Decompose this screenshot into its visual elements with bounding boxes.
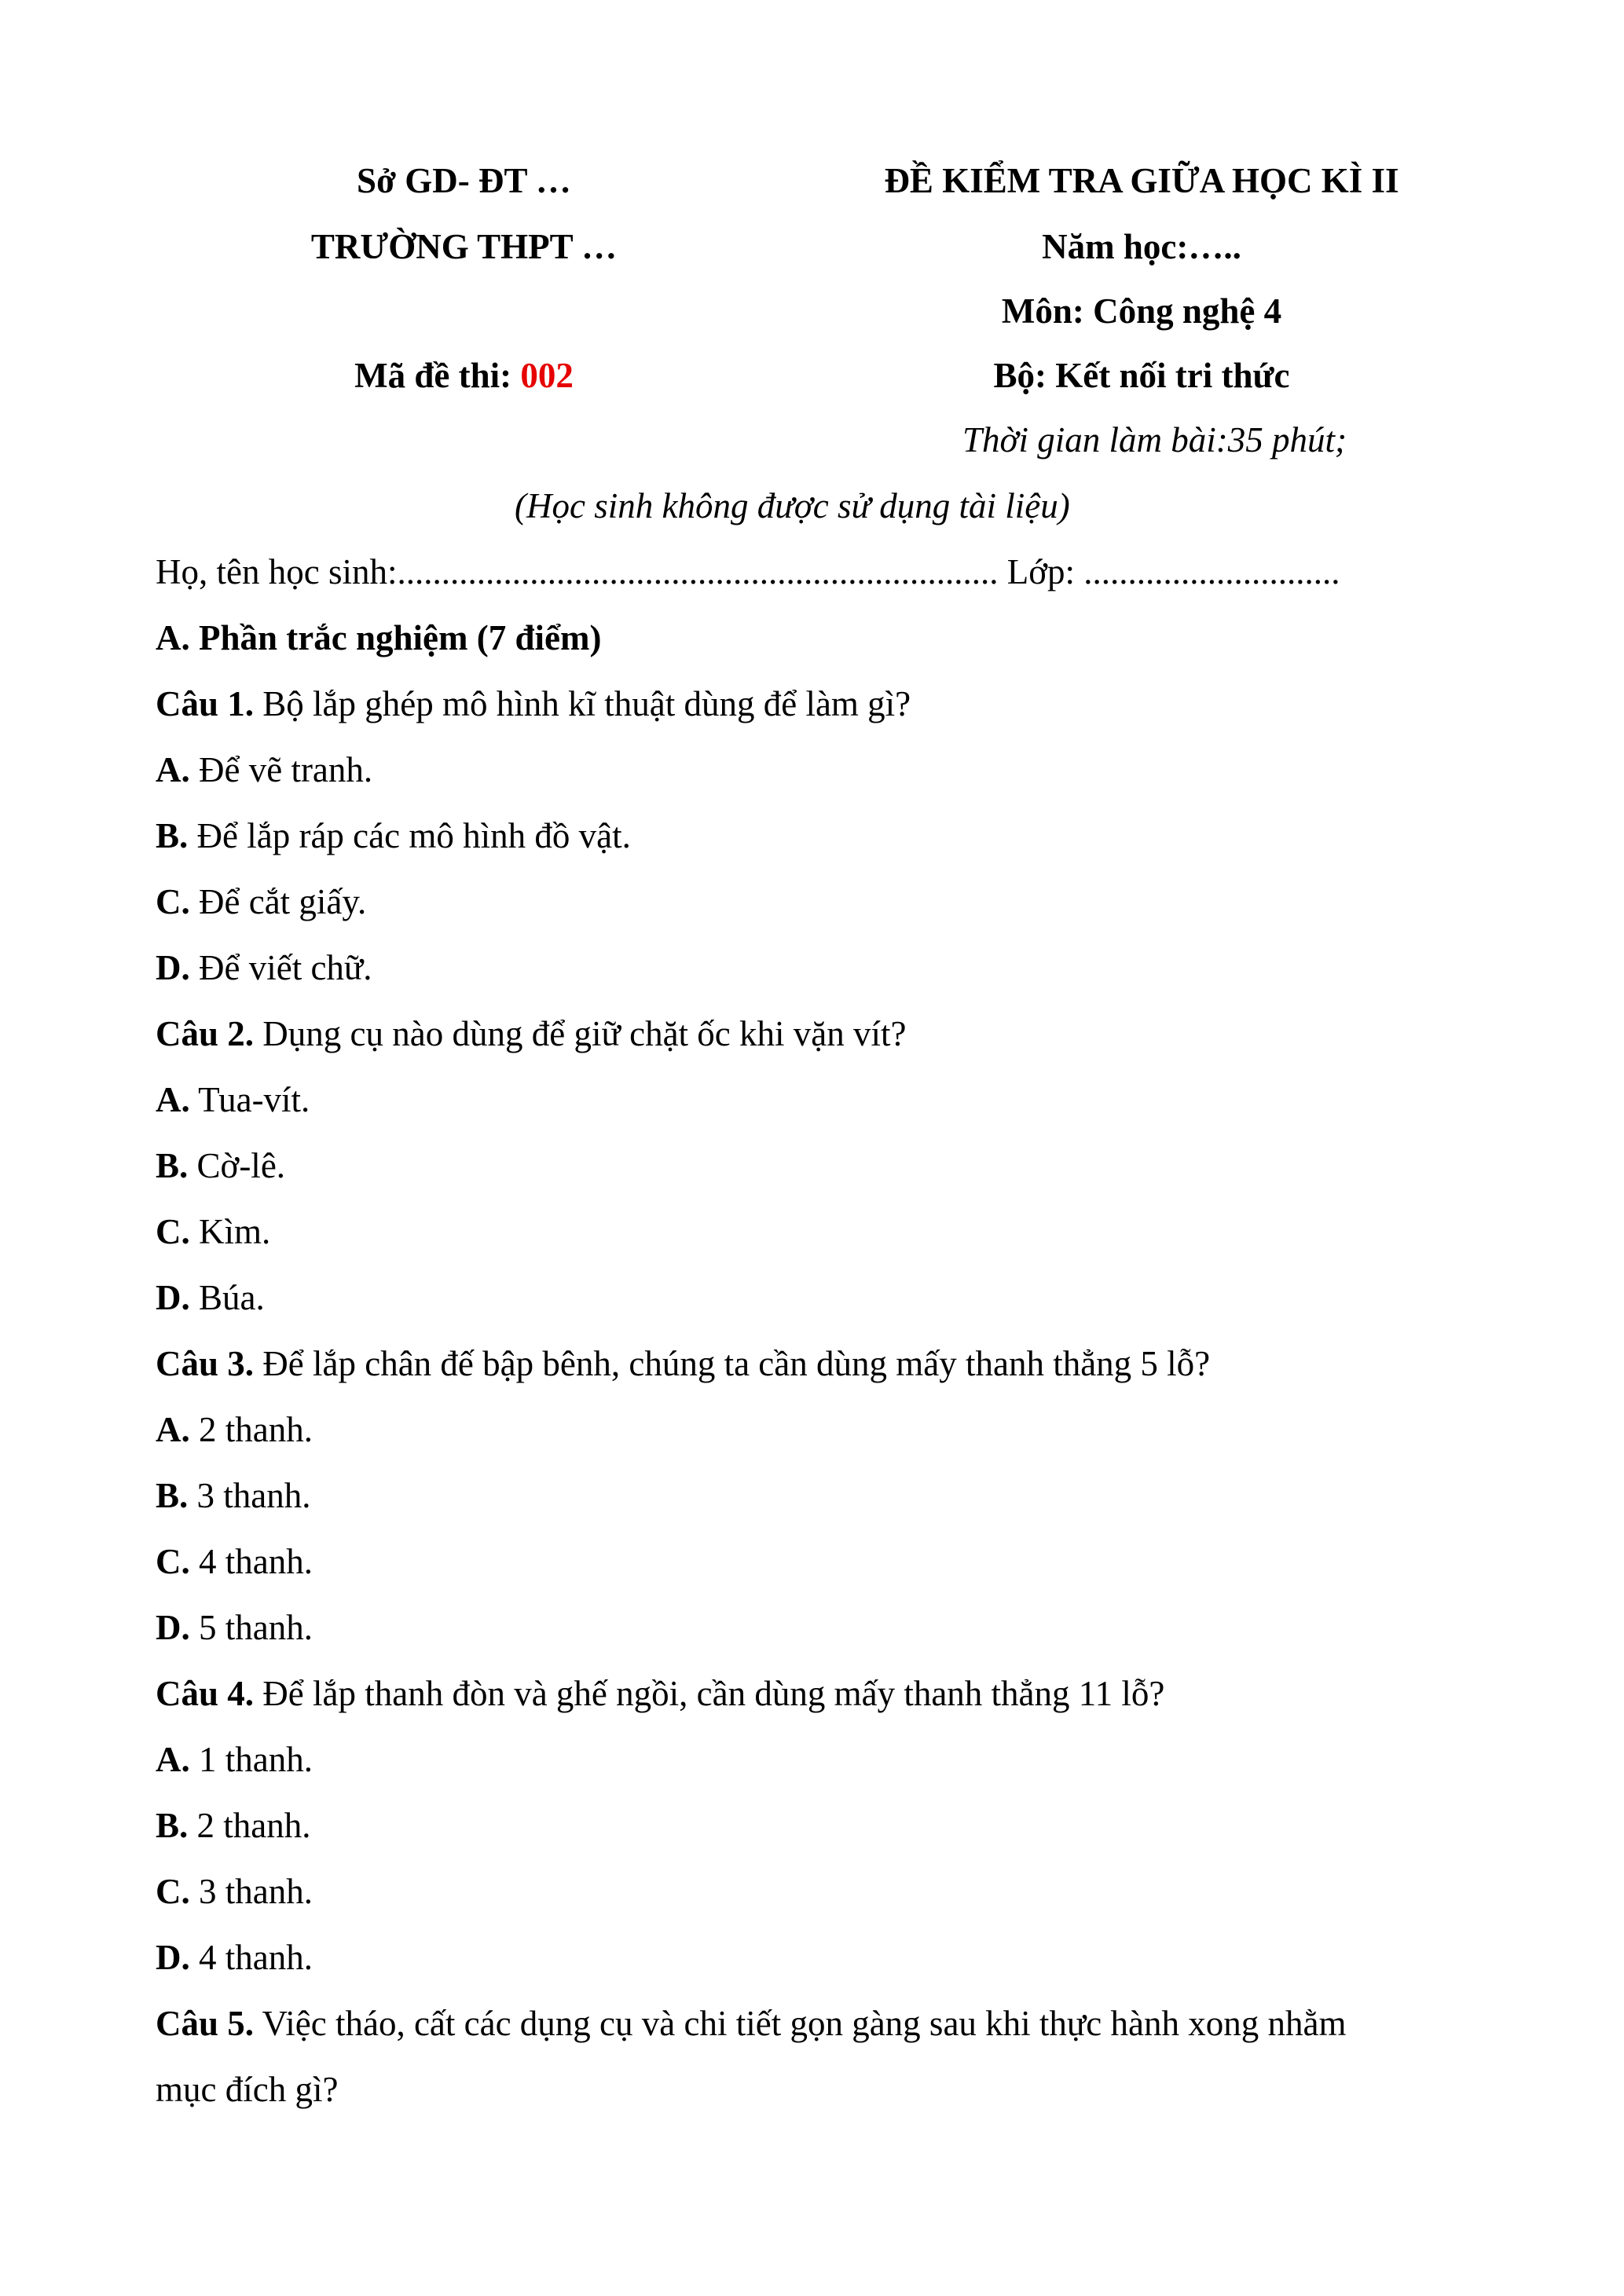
question-3: Câu 3. Để lắp chân đế bập bênh, chúng ta cần dùng mấy thanh thẳng 5 lỗ? [156,1344,1211,1383]
exam-code-value: 002 [520,356,574,395]
exam-note: (Học sinh không được sử dụng tài liệu) [515,486,1070,525]
question-1-option-d: D. Để viết chữ. [156,948,372,987]
textbook-series: Bộ: Kết nối tri thức [993,356,1290,395]
exam-code-label: Mã đề thi: [354,356,521,395]
school-name: TRƯỜNG THPT … [310,227,618,266]
question-4-option-b: B. 2 thanh. [156,1806,311,1845]
question-4-option-d: D. 4 thanh. [156,1938,313,1977]
exam-duration: Thời gian làm bài:35 phút; [962,420,1347,460]
question-5: Câu 5. Việc tháo, cất các dụng cụ và chi tiết gọn gàng sau khi thực hành xong nhằm [156,2004,1347,2043]
question-2-option-b: B. Cờ-lê. [156,1146,286,1185]
question-2-option-c: C. Kìm. [156,1212,271,1251]
exam-code [301,358,627,394]
question-4-option-c: C. 3 thanh. [156,1872,313,1911]
question-3-option-d: D. 5 thanh. [156,1608,313,1647]
question-3-option-c: C. 4 thanh. [156,1542,313,1581]
school-year: Năm học:….. [1042,227,1241,266]
section-a-title: A. Phần trắc nghiệm (7 điểm) [156,618,602,657]
question-1-option-c: C. Để cắt giấy. [156,882,367,921]
student-info-line: Họ, tên học sinh:.................................................................... Lớp: ............................. [156,552,1340,591]
question-2-option-a: A. Tua-vít. [156,1080,310,1119]
question-1: Câu 1. Bộ lắp ghép mô hình kĩ thuật dùng để làm gì? [156,684,911,723]
subject: Môn: Công nghệ 4 [1001,291,1282,331]
question-1-option-a: A. Để vẽ tranh. [156,750,373,789]
question-1-option-b: B. Để lắp ráp các mô hình đồ vật. [156,816,631,855]
question-5-continuation: mục đích gì? [156,2070,339,2109]
question-4-option-a: A. 1 thanh. [156,1740,313,1779]
question-3-option-b: B. 3 thanh. [156,1476,311,1515]
question-3-option-a: A. 2 thanh. [156,1410,313,1449]
exam-title: ĐỀ KIỂM TRA GIỮA HỌC KÌ II [884,161,1399,200]
question-2: Câu 2. Dụng cụ nào dùng để giữ chặt ốc khi vặn vít? [156,1014,907,1053]
department-name: Sở GD- ĐT … [357,161,571,200]
question-4: Câu 4. Để lắp thanh đòn và ghế ngồi, cần dùng mấy thanh thẳng 11 lỗ? [156,1674,1165,1713]
question-2-option-d: D. Búa. [156,1278,265,1317]
